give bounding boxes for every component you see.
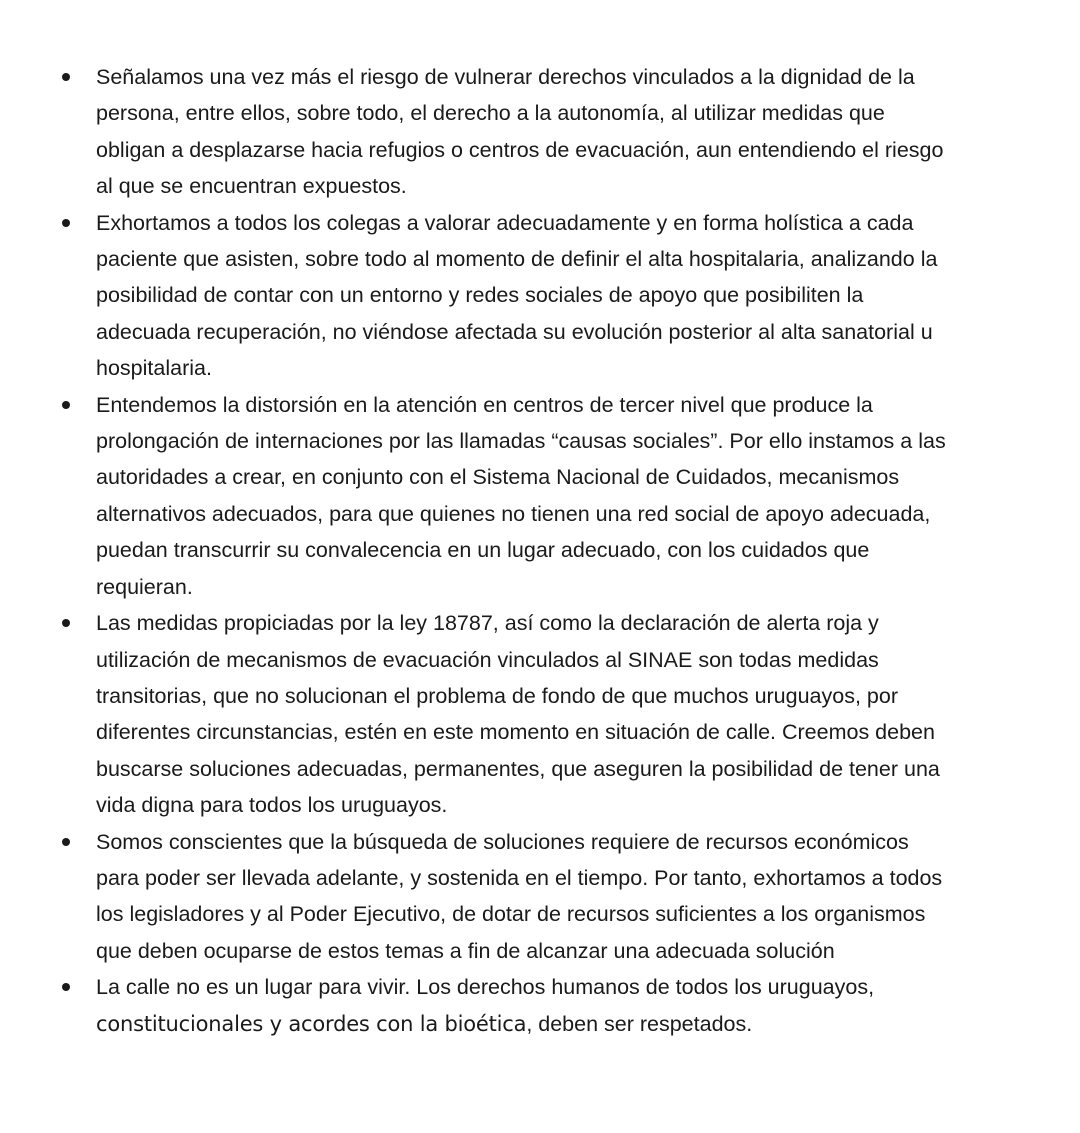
bullet-text: Las medidas propiciadas por la ley 18787, así como la declaración de alerta roja y utilización de mecanismos de evacuación vinculados al SINAE son todas medidas transitorias, que no solucionan el problema de fondo de que muchos uruguayos, por diferentes circunstancias, estén en este momento en situación de calle. Creemos deben buscarse soluciones adecuadas, permanentes, que aseguren la posibilidad de tener una vida digna para todos los uruguayos. (96, 611, 940, 818)
bullet-text: , deben ser respetados. (526, 1011, 753, 1036)
bullet-marker-icon (62, 73, 70, 81)
bullet-marker-icon (62, 219, 70, 227)
bullet-item (96, 824, 956, 970)
bullet-text: Exhortamos a todos los colegas a valorar adecuadamente y en forma holística a cada paciente que asisten, sobre todo al momento de definir el alta hospitalaria, analizando la posibilidad de contar con un entorno y redes sociales de apoyo que posibiliten la adecuada recuperación, no viéndose afectada su evolución posterior al alta sanatorial u hospitalaria. (96, 210, 938, 381)
bullet-item (96, 605, 956, 823)
bullet-item (96, 387, 956, 605)
bullet-item (96, 969, 956, 1042)
bullet-marker-icon (62, 983, 70, 991)
bullet-marker-icon (62, 401, 70, 409)
bullet-item (96, 205, 956, 387)
bullet-text-alt-font: constitucionales y acordes con la bioética (96, 1011, 527, 1036)
bullet-marker-icon (62, 619, 70, 627)
bullet-text: Somos conscientes que la búsqueda de soluciones requiere de recursos económicos para poder ser llevada adelante, y sostenida en el tiempo. Por tanto, exhortamos a todos los legisladores y al Poder Ejecutivo, de dotar de recursos suficientes a los organismos que deben ocuparse de estos temas a fin de alcanzar una adecuada solución (96, 829, 943, 963)
bullet-text: Entendemos la distorsión en la atención en centros de tercer nivel que produce la prolongación de internaciones por las llamadas “causas sociales”. Por ello instamos a las autoridades a crear, en conjunto con el Sistema Nacional de Cuidados, mecanismos alternativos adecuados, para que quienes no tienen una red social de apoyo adecuada, puedan transcurrir su convalecencia en un lugar adecuado, con los cuidados que requieran. (96, 392, 946, 599)
bullet-item (96, 59, 956, 205)
bullet-marker-icon (62, 838, 70, 846)
bullet-text: La calle no es un lugar para vivir. Los derechos humanos de todos los uruguayos, (96, 975, 875, 1000)
bullet-text: Señalamos una vez más el riesgo de vulnerar derechos vinculados a la dignidad de la persona, entre ellos, sobre todo, el derecho a la autonomía, al utilizar medidas que obligan a desplazarse hacia refugios o centros de evacuación, aun entendiendo el riesgo al que se encuentran expuestos. (96, 65, 944, 199)
